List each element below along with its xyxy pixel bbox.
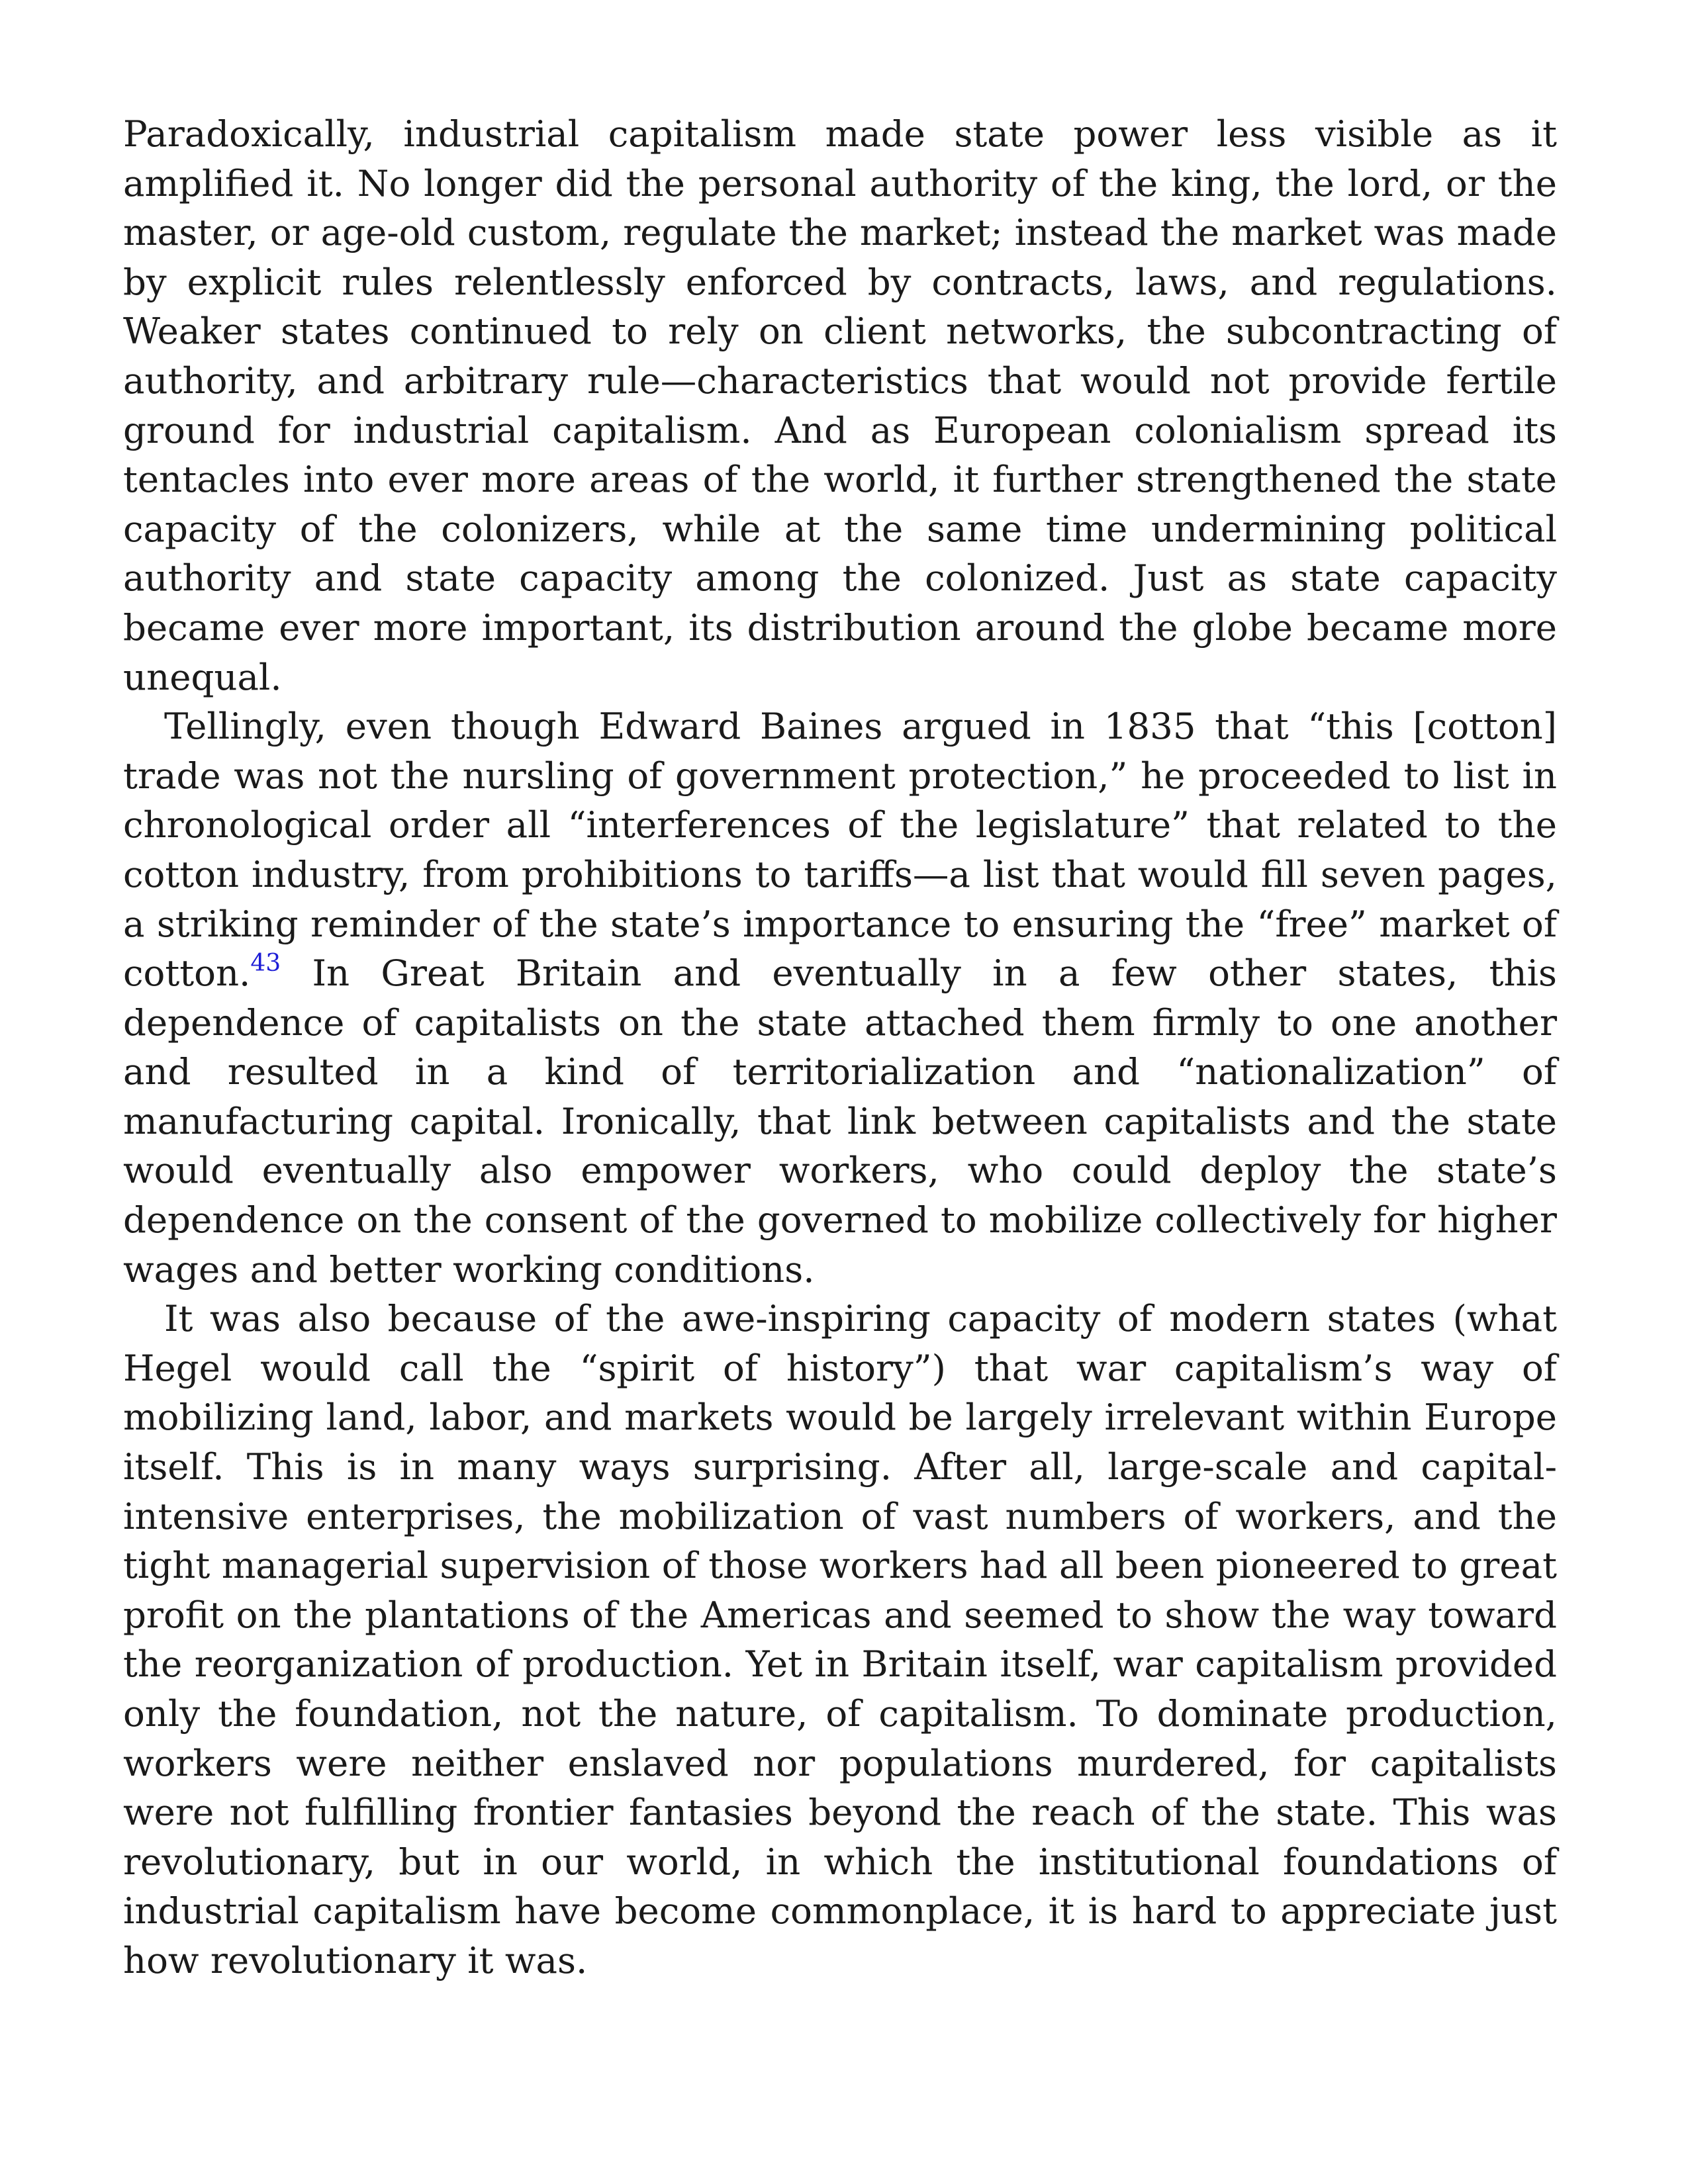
- paragraph-2-text-after: In Great Britain and eventually in a few other states, this dependence of capitalists on the state attached them firmly to one another and resulted in a kind of territorialization and “nationalization” of manufacturing capital. Ironically, that link between capitalists and the state would eventually also empower workers, who could deploy the state’s dependence on the consent of the governed to mobilize collectively for higher wages and better working conditions.: [123, 952, 1557, 1291]
- paragraph-1: [123, 109, 1557, 702]
- document-page: [123, 109, 1557, 1985]
- footnote-link-43[interactable]: 43: [250, 950, 281, 978]
- paragraph-2-text-before: Tellingly, even though Edward Baines argued in 1835 that “this [cotton] trade was not the nursling of government protection,” he proceeded to list in chronological order all “interferences of the legislature” that related to the cotton industry, from prohibitions to tariffs—a list that would fill seven pages, a striking reminder of the state’s importance to ensuring the “free” market of cotton.: [123, 705, 1557, 995]
- paragraph-1-text: Paradoxically, industrial capitalism made state power less visible as it amplified it. No longer did the personal authority of the king, the lord, or the master, or age-old custom, regulate the market; instead the market was made by explicit rules relentlessly enforced by contracts, laws, and regulations. Weaker states continued to rely on client networks, the subcontracting of authority, and arbitrary rule—characteristics that would not provide fertile ground for industrial capitalism. And as European colonialism spread its tentacles into ever more areas of the world, it further strengthened the state capacity of the colonizers, while at the same time undermining political authority and state capacity among the colonized. Just as state capacity became ever more important, its distribution around the globe became more unequal.: [123, 113, 1557, 698]
- paragraph-2: [123, 702, 1557, 1294]
- paragraph-3: [123, 1294, 1557, 1985]
- paragraph-3-text: It was also because of the awe-inspiring capacity of modern states (what Hegel would call the “spirit of history”) that war capitalism’s way of mobilizing land, labor, and markets would be largely irrelevant within Europe itself. This is in many ways surprising. After all, large-scale and capital-intensive enterprises, the mobilization of vast numbers of workers, and the tight managerial supervision of those workers had all been pioneered to great profit on the plantations of the Americas and seemed to show the way toward the reorganization of production. Yet in Britain itself, war capitalism provided only the foundation, not the nature, of capitalism. To dominate production, workers were neither enslaved nor populations murdered, for capitalists were not fulfilling frontier fantasies beyond the reach of the state. This was revolutionary, but in our world, in which the institutional foundations of industrial capitalism have become commonplace, it is hard to appreciate just how revolutionary it was.: [123, 1297, 1557, 1981]
